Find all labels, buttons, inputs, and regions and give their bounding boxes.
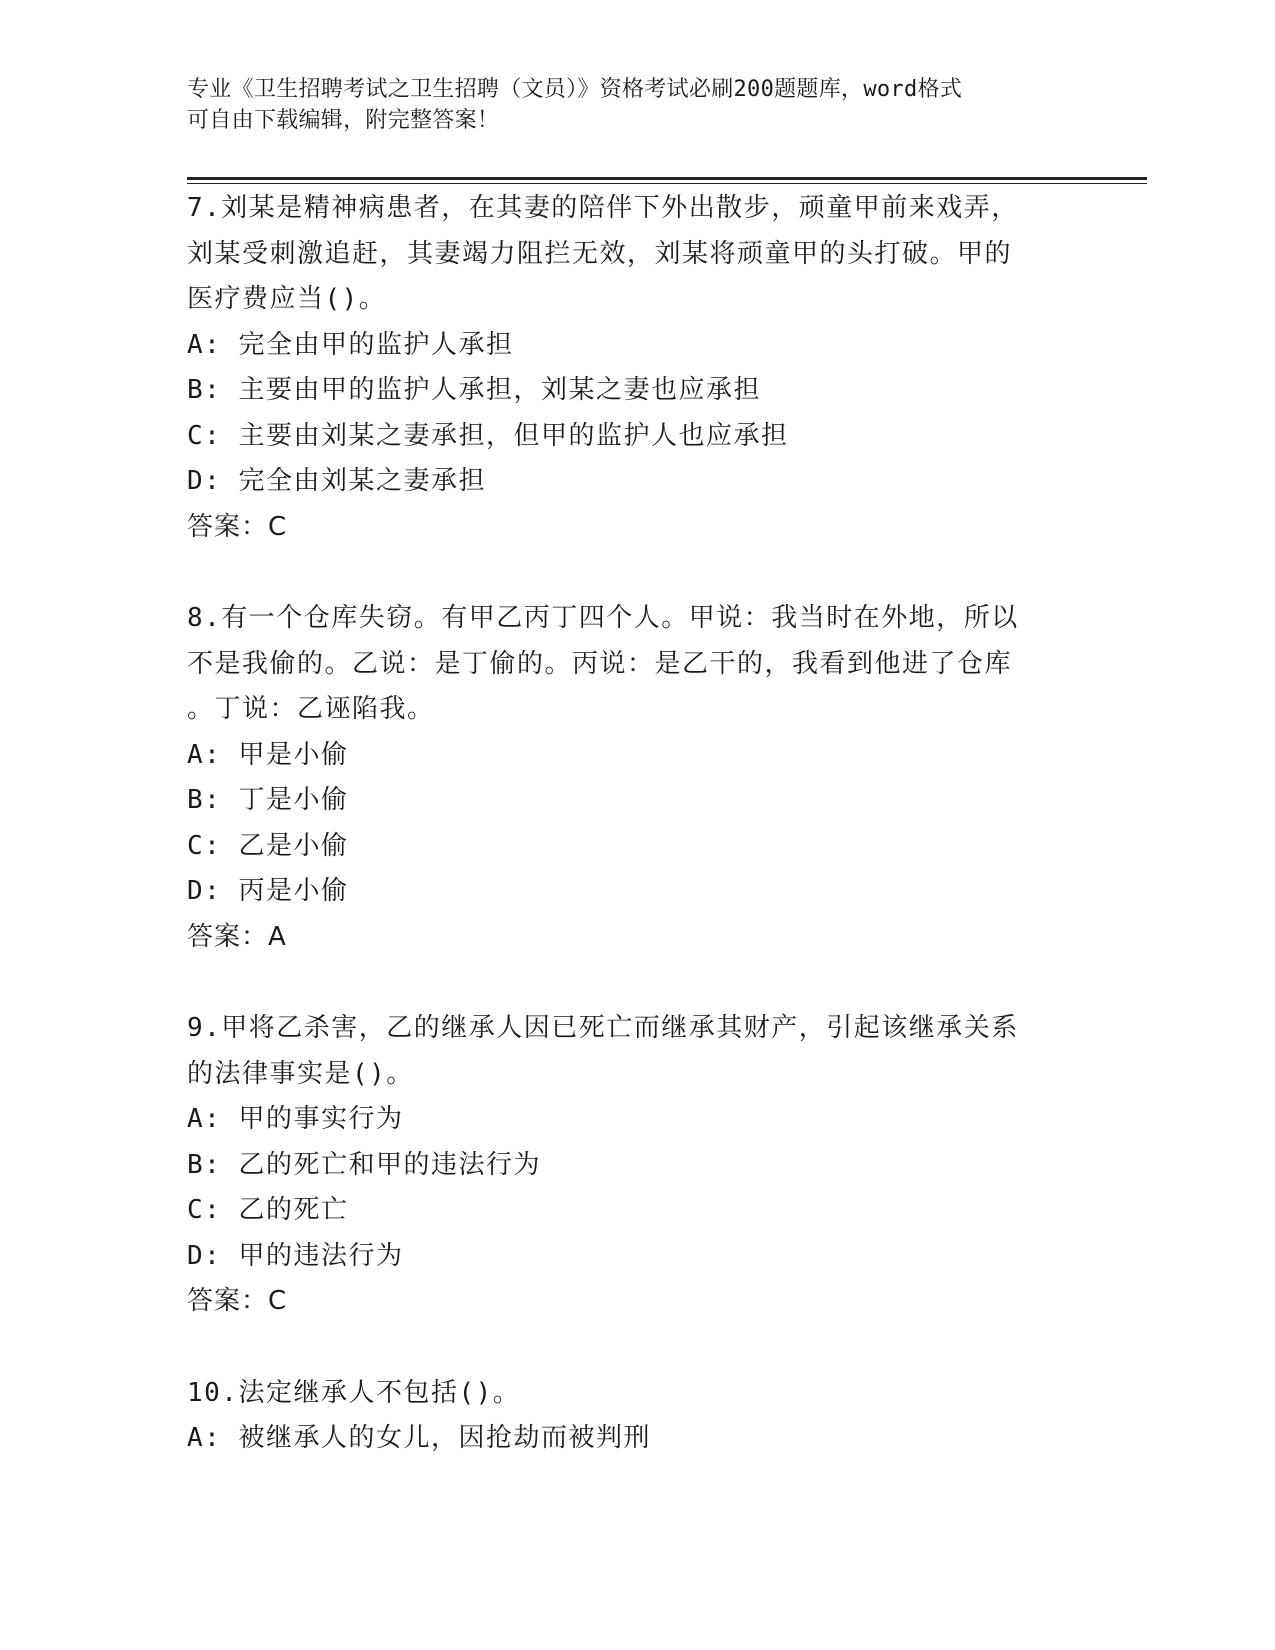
option-a: A: 被继承人的女儿，因抢劫而被判刑	[187, 1423, 651, 1453]
option-a: A: 甲是小偷	[187, 739, 349, 770]
question-8	[187, 596, 1067, 960]
question-list	[187, 186, 1067, 1508]
option-a: A: 完全由甲的监护人承担	[187, 329, 514, 360]
document-header	[187, 74, 1087, 136]
question-stem: 9.甲将乙杀害，乙的继承人因已死亡而继承其财产，引起该继承关系	[187, 1013, 1019, 1043]
answer: 答案：C	[187, 511, 288, 542]
option-b: B: 主要由甲的监护人承担，刘某之妻也应承担	[187, 375, 761, 405]
question-stem: 。丁说：乙诬陷我。	[187, 694, 435, 724]
option-c: C: 乙是小偷	[187, 830, 349, 861]
question-stem: 8.有一个仓库失窃。有甲乙丙丁四个人。甲说：我当时在外地，所以	[187, 603, 1019, 633]
question-7	[187, 186, 1067, 550]
answer: 答案：A	[187, 921, 287, 952]
question-stem: 的法律事实是()。	[187, 1058, 414, 1089]
question-stem: 不是我偷的。乙说：是丁偷的。丙说：是乙干的，我看到他进了仓库	[187, 648, 1013, 679]
option-d: D: 完全由刘某之妻承担	[187, 466, 486, 496]
question-stem: 7.刘某是精神病患者，在其妻的陪伴下外出散步，顽童甲前来戏弄，	[187, 193, 1019, 223]
header-line-1: 专业《卫生招聘考试之卫生招聘（文员）》资格考试必刷200题题库，word格式	[187, 77, 963, 102]
question-9	[187, 1006, 1067, 1325]
header-line-2: 可自由下载编辑，附完整答案！	[187, 108, 500, 133]
option-c: C: 主要由刘某之妻承担，但甲的监护人也应承担	[187, 420, 789, 451]
header-divider-thick	[187, 177, 1147, 180]
option-c: C: 乙的死亡	[187, 1195, 349, 1225]
option-a: A: 甲的事实行为	[187, 1104, 404, 1134]
question-stem: 刘某受刺激追赶，其妻竭力阻拦无效，刘某将顽童甲的头打破。甲的	[187, 238, 1013, 269]
question-stem: 10.法定继承人不包括()。	[187, 1377, 521, 1408]
option-d: D: 甲的违法行为	[187, 1240, 404, 1271]
answer: 答案：C	[187, 1286, 288, 1316]
option-d: D: 丙是小偷	[187, 876, 349, 906]
question-10	[187, 1371, 1067, 1462]
option-b: B: 丁是小偷	[187, 785, 349, 815]
header-divider-thin	[187, 183, 1147, 184]
question-stem: 医疗费应当()。	[187, 284, 387, 314]
option-b: B: 乙的死亡和甲的违法行为	[187, 1149, 541, 1180]
